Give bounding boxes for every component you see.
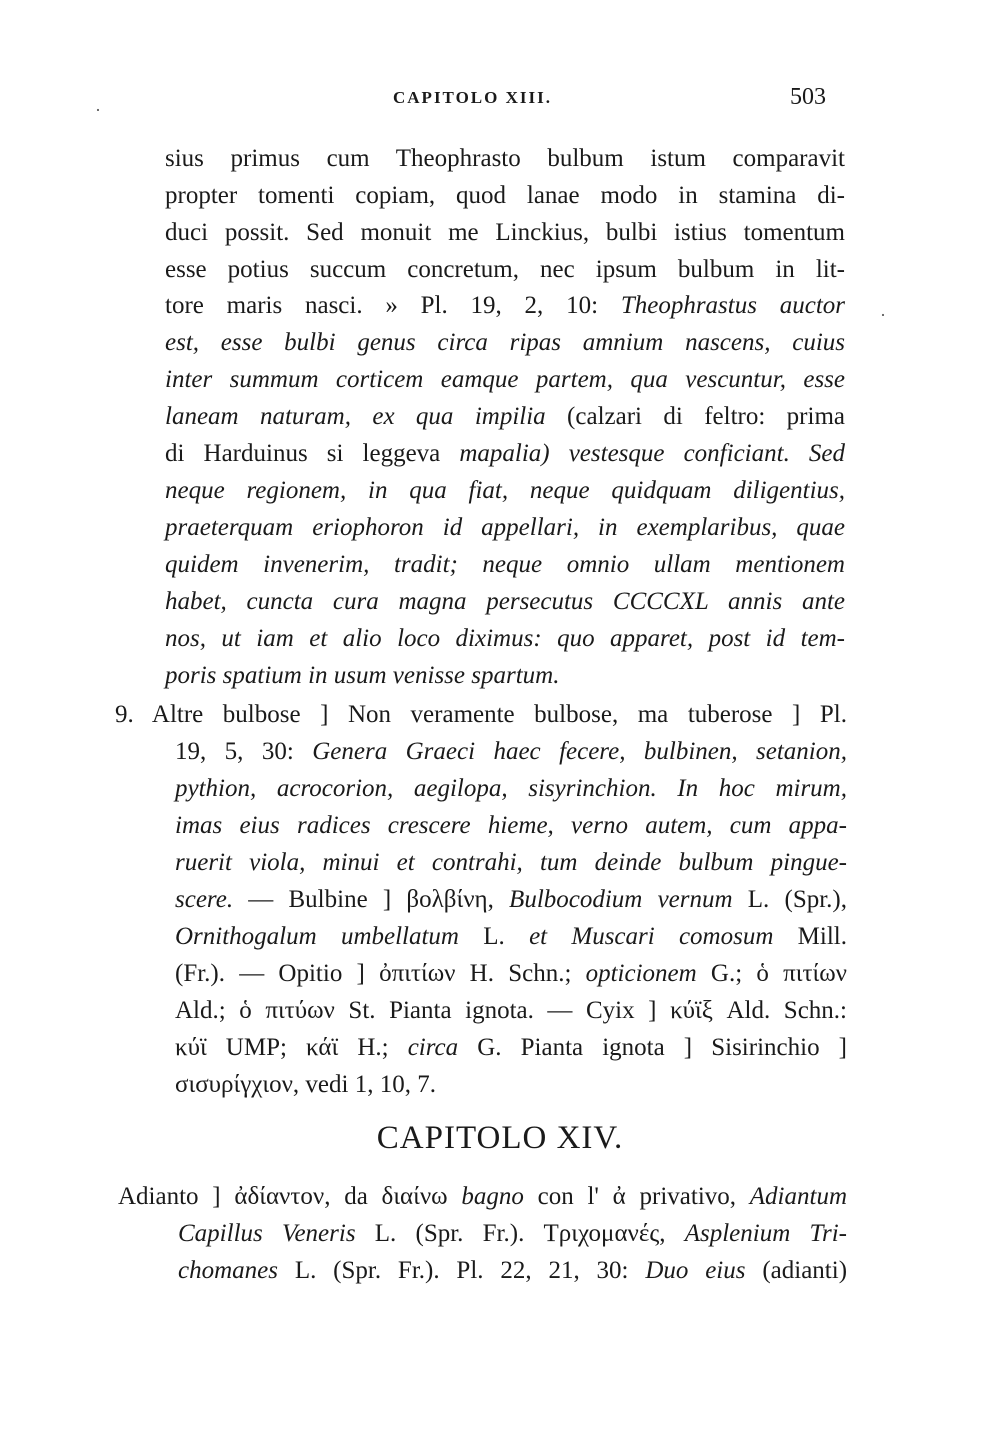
text-span: di Harduinus si leggeva — [165, 440, 460, 467]
note-line — [118, 1182, 847, 1212]
italic-span: et Muscari comosum — [529, 923, 774, 950]
text-span: (Fr.). — Opitio ] ὀπιτίων H. Schn.; — [175, 960, 586, 987]
text-line: sius primus cum Theophrasto bulbum istum comparavit — [165, 145, 845, 172]
text-line: quidem invenerim, tradit; neque omnio ullam mentionem — [165, 551, 845, 578]
italic-span: laneam naturam, ex qua impilia — [165, 403, 546, 430]
note-line: σισυρίγχιον, vedi 1, 10, 7. — [175, 1071, 436, 1098]
italic-span: chomanes — [178, 1257, 278, 1284]
text-line: est, esse bulbi genus circa ripas amnium nascens, cuius — [165, 329, 845, 356]
text-span: tore maris nasci. » Pl. 19, 2, 10: — [165, 292, 621, 319]
note-line — [178, 1219, 847, 1249]
text-line: habet, cuncta cura magna persecutus CCCCXL annis ante — [165, 588, 845, 615]
text-span: (calzari di feltro: prima — [545, 403, 845, 430]
note-line: imas eius radices crescere hieme, verno autem, cum appa- — [175, 812, 847, 839]
margin-dot-right: · — [880, 305, 886, 325]
text-span: con l' ἀ privativo, — [523, 1183, 750, 1210]
running-title: CAPITOLO XIII. — [393, 88, 552, 107]
note-line: 9. Altre bulbose ] Non veramente bulbose, ma tuberose ] Pl. — [115, 701, 847, 728]
page-header — [0, 84, 1000, 114]
text-line — [165, 291, 845, 321]
italic-span: Theophrastus auctor — [620, 292, 845, 319]
note-line — [175, 1033, 847, 1063]
text-span: L. — [459, 923, 530, 950]
text-span: G.; ὁ πιτίων — [696, 960, 847, 987]
text-line: inter summum corticem eamque partem, qua vescuntur, esse — [165, 366, 845, 393]
text-line: praeterquam eriophoron id appellari, in exemplaribus, quae — [165, 514, 845, 541]
note-line — [175, 959, 847, 989]
text-span: G. Pianta ignota ] Sisirinchio ] — [458, 1034, 847, 1061]
italic-span: scere. — [175, 886, 234, 913]
italic-span: opticionem — [585, 960, 697, 987]
italic-span: Adiantum — [749, 1183, 847, 1210]
note-line — [175, 737, 847, 767]
text-line — [165, 439, 845, 469]
italic-span: Bulbocodium vernum — [509, 886, 733, 913]
italic-span: circa — [407, 1034, 459, 1061]
text-line: propter tomenti copiam, quod lanae modo in stamina di- — [165, 182, 845, 209]
text-span: κύϊ UMP; κάϊ H.; — [175, 1034, 408, 1061]
text-span: Adianto ] ἀδίαντον, da διαίνω — [118, 1183, 462, 1210]
note-line — [175, 922, 847, 952]
text-span: 19, 5, 30: — [175, 738, 313, 765]
italic-span: Genera Graeci haec fecere, bulbinen, setanion, — [312, 738, 847, 765]
note-line — [178, 1256, 847, 1286]
italic-span: Ornithogalum umbellatum — [175, 923, 459, 950]
text-line: esse potius succum concretum, nec ipsum bulbum in lit- — [165, 256, 845, 283]
text-span: Mill. — [773, 923, 847, 950]
note-line: Ald.; ὁ πιτύων St. Pianta ignota. — Cyix ] κύϊξ Ald. Schn.: — [175, 997, 847, 1024]
text-line: neque regionem, in qua fiat, neque quidquam diligentius, — [165, 477, 845, 504]
text-span: (adianti) — [745, 1257, 848, 1284]
text-span: L. (Spr.), — [732, 886, 847, 913]
text-line — [165, 402, 845, 432]
note-line: ruerit viola, minui et contrahi, tum deinde bulbum pingue- — [175, 849, 847, 876]
text-span: L. (Spr. Fr.). Pl. 22, 21, 30: — [277, 1257, 646, 1284]
text-line: poris spatium in usum venisse spartum. — [165, 662, 560, 689]
margin-dot-left: · — [95, 100, 101, 120]
text-line: duci possit. Sed monuit me Linckius, bulbi istius tomentum — [165, 219, 845, 246]
note-line: pythion, acrocorion, aegilopa, sisyrinchion. In hoc mirum, — [175, 775, 847, 802]
italic-span: Asplenium Tri- — [684, 1220, 847, 1247]
text-line: nos, ut iam et alio loco diximus: quo apparet, post id tem- — [165, 625, 845, 652]
note-line — [175, 885, 847, 915]
page-number: 503 — [790, 84, 826, 110]
text-span: L. (Spr. Fr.). Τριχομανές, — [355, 1220, 685, 1247]
text-span: — Bulbine ] βολβίνη, — [233, 886, 510, 913]
italic-span: bagno — [461, 1183, 524, 1210]
chapter-heading: CAPITOLO XIV. — [376, 1120, 624, 1156]
italic-span: Capillus Veneris — [178, 1220, 356, 1247]
italic-span: Duo eius — [645, 1257, 746, 1284]
italic-span: mapalia) vestesque conficiant. Sed — [459, 440, 845, 467]
